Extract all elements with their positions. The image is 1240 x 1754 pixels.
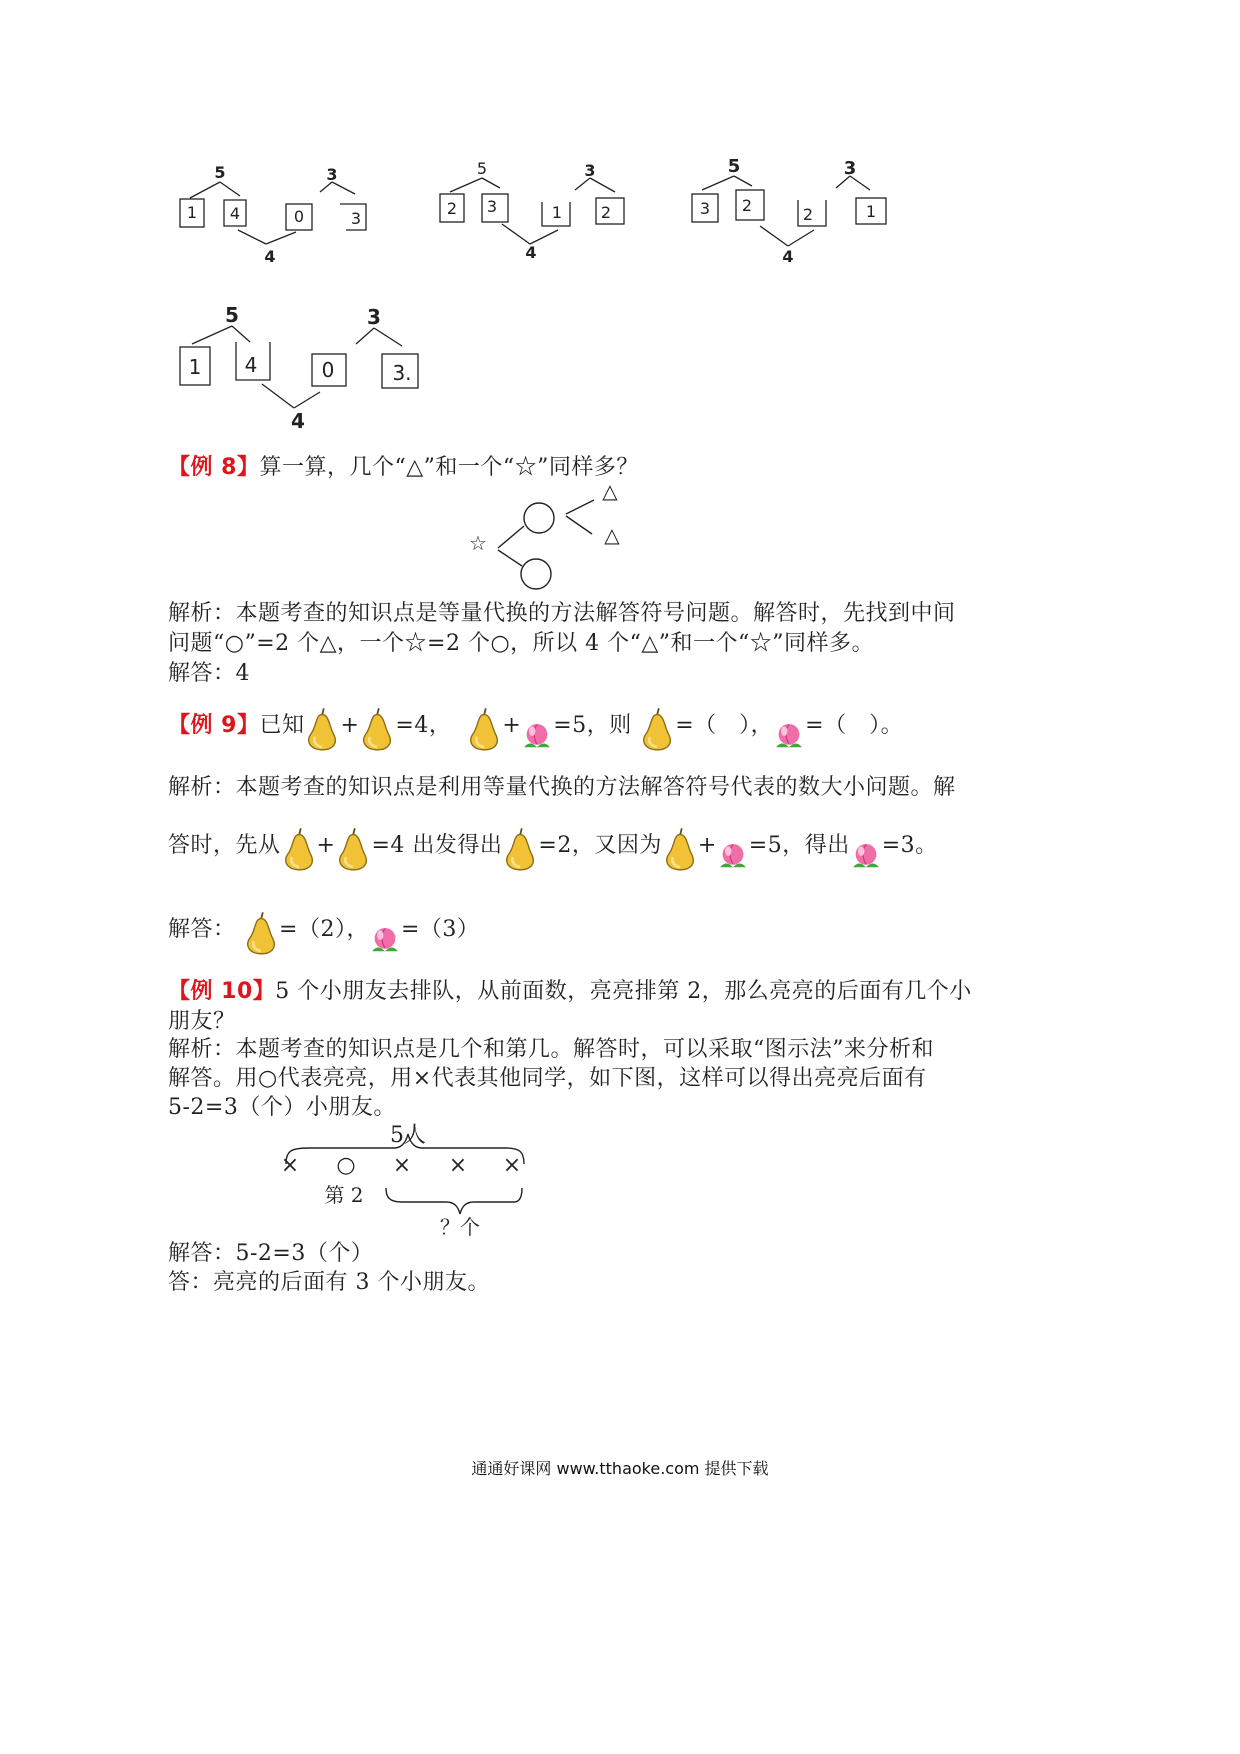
ex8-tag: 【例 8】 [168,455,260,480]
tree-2-right-top: 3 [584,161,596,180]
ex8-analysis-1: 解析：本题考查的知识点是等量代换的方法解答符号问题。解答时，先找到中间 [168,601,956,626]
ex9-tag: 【例 9】 [168,713,260,738]
ex9-answer-pear: =（2）， [279,917,369,942]
ex8-question: 算一算，几个“△”和一个“☆”同样多？ [259,455,639,480]
ex8-answer: 解答：4 [168,661,250,686]
tree-1-right-b: 3 [350,209,362,228]
ex10-mark-5: × [502,1153,522,1178]
page-footer: 通通好课网 www.tthaoke.com 提供下载 [471,1459,769,1478]
tree-4-top: 5 [225,303,239,327]
tree-1-left: 1 [186,203,198,222]
plus-sign: + [502,713,522,738]
tree-4-right-a: 0 [321,358,335,382]
pear-icon [662,826,698,872]
ex10-mark-1: × [280,1153,300,1178]
number-tree-2 [430,156,670,266]
tree-4-left: 1 [188,355,202,379]
tree-3-right-top: 3 [843,158,857,179]
ex9-analysis-2 [168,820,938,872]
plus-sign: + [340,713,360,738]
tree-4-right-top: 3 [367,305,381,329]
tree-3-left: 3 [699,199,711,218]
pear-icon [466,706,502,752]
number-tree-1 [170,160,410,270]
ex10-question-2: 朋友？ [168,1009,236,1034]
ex9-question-line [168,700,903,752]
pear-icon [304,706,340,752]
pear-icon [243,910,279,956]
ex9-blank1: =（ ）， [675,713,774,738]
ex10-mark-2-circle: ○ [336,1153,356,1178]
ex10-question-line [168,976,972,1008]
peach-icon [521,720,553,752]
tree-1-right-a: 0 [293,207,305,226]
tree-3-mid: 2 [741,196,753,215]
tree-1-right-top: 3 [326,165,338,184]
pear-icon [281,826,317,872]
tree-4-bottom: 4 [291,409,305,433]
ex10-question-1: 5 个小朋友去排队，从前面数，亮亮排第 2，那么亮亮的后面有几个小 [275,979,972,1004]
pear-icon [335,826,371,872]
ex9-eq5: =5，则 [553,713,632,738]
tree-1-top: 5 [214,163,226,182]
ex10-rest-label: ？个 [440,1215,480,1239]
ex10-analysis-3: 5-2=3（个）小朋友。 [168,1095,396,1120]
tree-3-bottom: 4 [782,247,794,266]
ex10-mark-4: × [448,1153,468,1178]
plus-sign: + [316,833,336,858]
ex9-answer-peach: =（3） [400,917,480,942]
tree-3-right-b: 1 [865,202,877,221]
ex9-a2-because: =2，又因为 [538,833,662,858]
peach-icon [717,840,749,872]
ex10-queue-figure [270,1120,540,1245]
ex9-a2-get: =5，得出 [748,833,850,858]
ex10-mark-3: × [392,1153,412,1178]
ex9-a2-start: 答时，先从 [168,833,281,858]
pear-icon [359,706,395,752]
ex9-a2-end: =3。 [881,833,938,858]
ex9-blank2: =（ ）。 [805,713,904,738]
ex9-answer [168,904,479,956]
ex9-eq4: =4， [395,713,452,738]
peach-icon [773,720,805,752]
tree-4-mid: 4 [244,353,258,377]
ex10-position-label: 第 2 [324,1183,364,1207]
tree-2-right-b: 2 [600,203,612,222]
plus-sign: + [697,833,717,858]
ex10-analysis-1: 解析：本题考查的知识点是几个和第几。解答时，可以采取“图示法”来分析和 [168,1037,934,1062]
ex10-tag: 【例 10】 [168,979,276,1004]
peach-icon [850,840,882,872]
tree-2-mid: 3 [486,197,498,216]
tree-2-top: 5 [476,159,488,178]
tree-2-right-a: 1 [551,203,563,222]
tree-1-bottom: 4 [264,247,276,266]
ex8-analysis-2: 问题“○”=2 个△，一个☆=2 个○，所以 4 个“△”和一个“☆”同样多。 [168,631,875,656]
tree-3-top: 5 [727,156,741,177]
ex8-star-icon: ☆ [469,531,487,555]
pear-icon [502,826,538,872]
ex10-answer-2: 答：亮亮的后面有 3 个小朋友。 [168,1270,490,1295]
tree-2-left: 2 [446,199,458,218]
ex8-figure [462,478,632,593]
number-tree-4 [170,300,440,435]
pear-icon [639,706,675,752]
ex8-triangle-top: △ [602,479,618,503]
ex10-total-label: 5人 [390,1123,426,1148]
tree-1-mid: 4 [229,204,241,223]
tree-4-right-b: 3. [392,361,412,385]
peach-icon [369,924,401,956]
number-tree-3 [684,152,924,267]
tree-2-bottom: 4 [525,243,537,262]
tree-3-right-a: 2 [802,205,814,224]
ex9-answer-label: 解答： [168,917,236,942]
ex9-q-known: 已知 [259,713,305,738]
ex10-analysis-2: 解答。用○代表亮亮，用×代表其他同学，如下图，这样可以得出亮亮后面有 [168,1066,927,1091]
ex8-triangle-bottom: △ [604,523,620,547]
ex9-a2-from: =4 出发得出 [371,833,503,858]
ex10-answer-1: 解答：5-2=3（个） [168,1241,374,1266]
ex9-analysis-1: 解析：本题考查的知识点是利用等量代换的方法解答符号代表的数大小问题。解 [168,775,956,800]
